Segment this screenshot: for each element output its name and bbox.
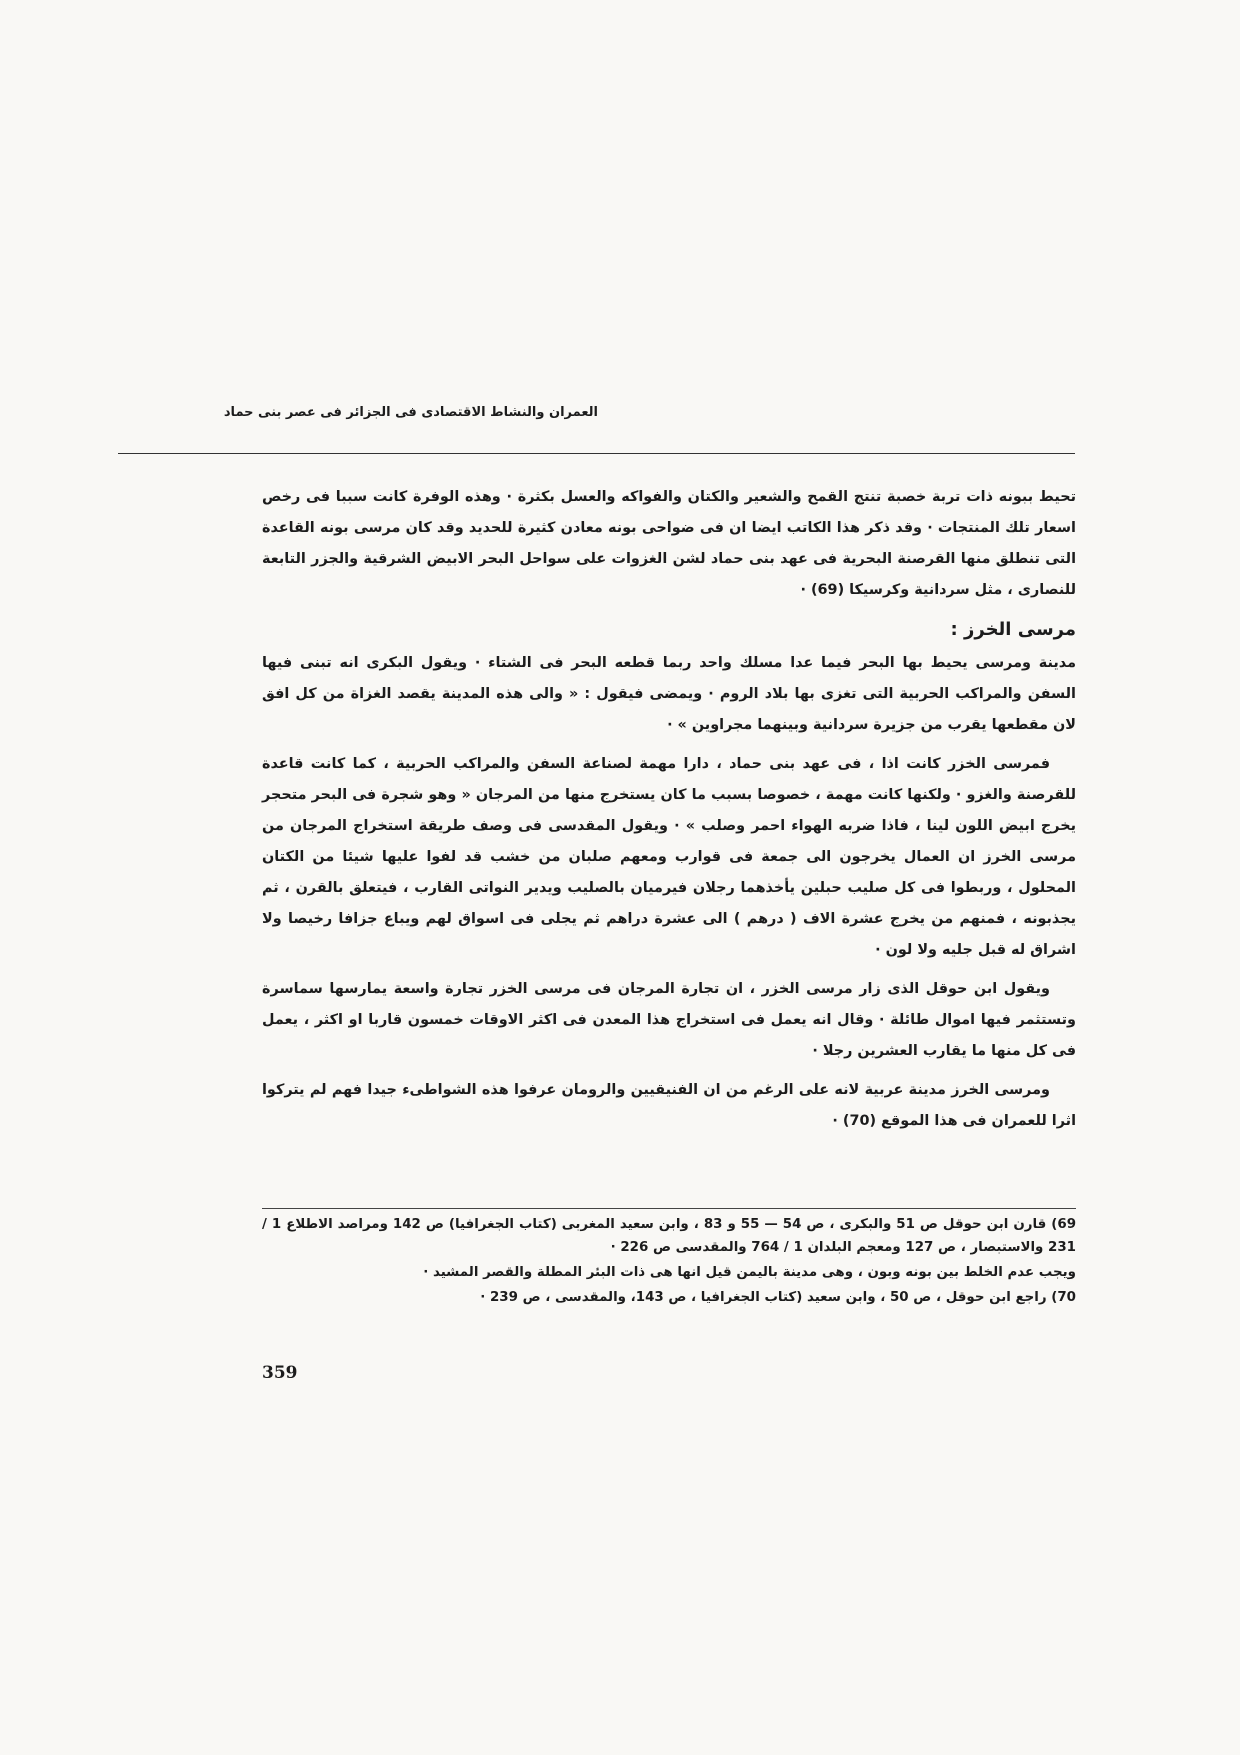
footnote: 70) راجع ابن حوقل ، ص 50 ، وابن سعيد (كتاب الجغرافيا ، ص 143، والمقدسى ، ص 239 · [480, 1290, 1076, 1305]
paragraph: ويقول ابن حوقل الذى زار مرسى الخزر ، ان تجارة المرجان فى مرسى الخزر تجارة واسعة يمارسها سماسرة وتستثمر فيها اموال طائلة · وقال انه يعمل فى استخراج هذا المعدن فى اكثر الاوقات خمسون قاربا او اكثر ، يعمل فى كل منها ما يقارب العشرين رجلا · [262, 981, 1076, 1059]
section-heading: مرسى الخرز : [950, 619, 1076, 640]
header-rule [118, 453, 1075, 454]
paragraph: تحيط ببونه ذات تربة خصبة تنتج القمح والشعير والكتان والفواكه والعسل بكثرة · وهذه الوفرة كانت سببا فى رخص اسعار تلك المنتجات · وقد ذكر هذا الكاتب ايضا ان فى ضواحى بونه معادن كثيرة للحديد وقد كان مرسى بونه القاعدة التى تنطلق منها القرصنة البحرية فى عهد بنى حماد لشن الغزوات على سواحل البحر الابيض الشرقية والجزر التابعة للنصارى ، مثل سردانية وكرسيكا (69) · [262, 489, 1076, 598]
paragraph: فمرسى الخزر كانت اذا ، فى عهد بنى حماد ، دارا مهمة لصناعة السفن والمراكب الحربية ، كما كانت قاعدة للقرصنة والغزو · ولكنها كانت مهمة ، خصوصا بسبب ما كان يستخرج منها من المرجان « وهو شجرة فى البحر متحجر يخرج ابيض اللون لينا ، فاذا ضربه الهواء احمر وصلب » · ويقول المقدسى فى وصف طريقة استخراج المرجان من مرسى الخرز ان العمال يخرجون الى جمعة فى قوارب ومعهم صلبان من خشب قد لفوا عليها شيئا من الكتان المحلول ، وربطوا فى كل صليب حبلين يأخذهما رجلان فيرميان بالصليب ويدير النواتى القارب ، فيتعلق بالقرن ، ثم يجذبونه ، فمنهم من يخرج عشرة الاف ( درهم ) الى عشرة دراهم ثم يجلى فى اسواق لهم ويباع جزافا رخيصا ولا اشراق له قبل جليه ولا لون · [262, 756, 1076, 958]
footnote: ويجب عدم الخلط بين بونه وبون ، وهى مدينة باليمن قيل انها هى ذات البئر المطلة والقصر المشيد · [423, 1265, 1076, 1280]
page-number: 359 [262, 1363, 298, 1383]
footnotes [262, 1208, 1076, 1311]
paragraph: ومرسى الخرز مدينة عربية لانه على الرغم من ان الفنيقيين والرومان عرفوا هذه الشواطىء جيدا فهم لم يتركوا اثرا للعمران فى هذا الموقع (70) · [262, 1082, 1076, 1129]
running-header: العمران والنشاط الاقتصادى فى الجزائر فى عصر بنى حماد [223, 405, 598, 420]
footnote: 69) قارن ابن حوقل ص 51 والبكرى ، ص 54 — 55 و 83 ، وابن سعيد المغربى (كتاب الجغرافيا) ص 142 ومراصد الاطلاع 1 / 231 والاستبصار ، ص 127 ومعجم البلدان 1 / 764 والمقدسى ص 226 · [262, 1217, 1077, 1255]
paragraph: مدينة ومرسى يحيط بها البحر فيما عدا مسلك واحد ربما قطعه البحر فى الشتاء · ويقول البكرى انه تبنى فيها السفن والمراكب الحربية التى تغزى بها بلاد الروم · ويمضى فيقول : « والى هذه المدينة يقصد الغزاة من كل افق لان مقطعها يقرب من جزيرة سردانية وبينهما مجراوين » · [262, 655, 1076, 733]
main-text [262, 482, 1076, 1145]
